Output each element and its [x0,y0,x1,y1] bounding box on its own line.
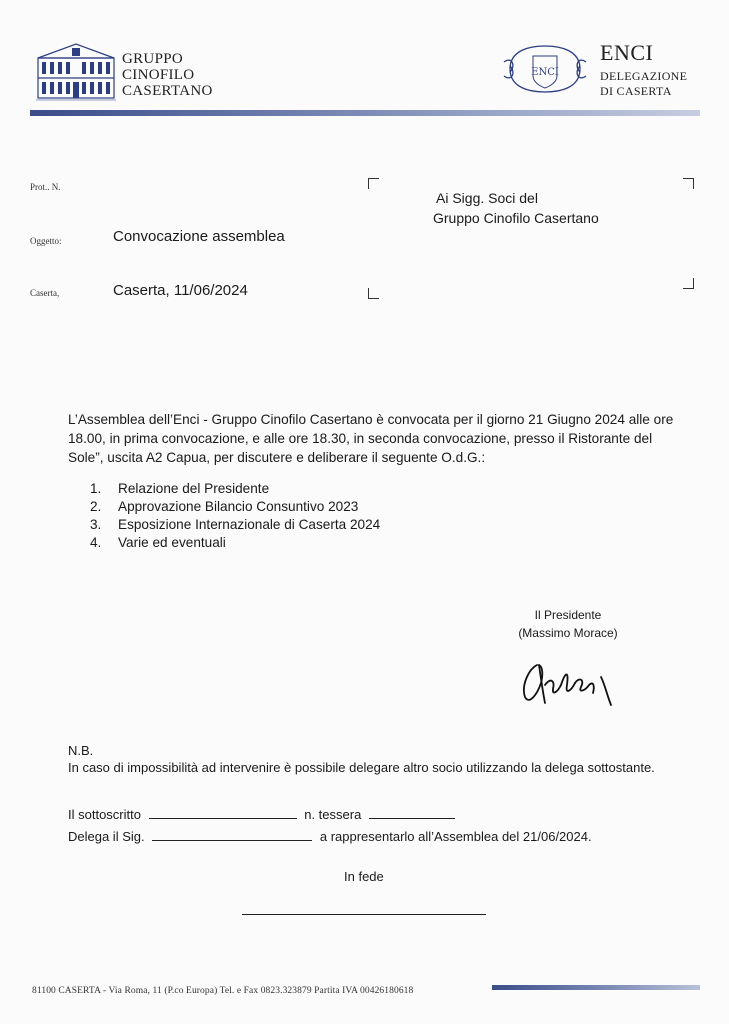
address-corner-bl [368,288,379,299]
sottoscritto-label: Il sottoscritto [68,807,141,822]
seal-text: ENCI [531,67,559,78]
delega-row [68,828,592,844]
header-divider-bar [30,110,700,116]
building-logo-icon [36,40,116,102]
address-corner-tr [683,178,694,189]
delega-label: Delega il Sig. [68,829,145,844]
address-corner-tl [368,178,379,189]
agenda-item-number: 1. [90,481,102,496]
oggetto-value: Convocazione assemblea [113,228,285,245]
sottoscritto-field[interactable] [149,806,297,819]
in-fede-label: In fede [344,869,384,884]
agenda-item-text: Relazione del Presidente [118,481,270,496]
signature-name: (Massimo Morace) [518,626,618,640]
signature-role: Il Presidente [534,608,602,622]
agenda-item-number: 2. [90,499,102,514]
footer-divider-bar [492,985,700,990]
org-title-right: ENCI [600,40,654,65]
enci-seal-icon [500,42,590,96]
delega-field[interactable] [152,828,312,841]
tessera-label: n. tessera [304,807,362,822]
agenda-list [90,480,380,552]
agenda-item-text: Varie ed eventuali [118,535,226,550]
footer-address: 81100 CASERTA - Via Roma, 11 (P.co Europa) Tel. e Fax 0823.323879 Partita IVA 00426180618 [32,986,414,996]
agenda-item [90,480,380,498]
org-subtitle-right [600,69,687,99]
address-corner-br [683,278,694,289]
signature-block [503,606,633,642]
org-right-sub-2: DI CASERTA [600,84,672,98]
nb-block [68,742,655,776]
agenda-item [90,498,380,516]
addressee-line-1: Ai Sigg. Soci del [436,190,538,206]
org-left-line-2: CINOFILO [122,67,195,83]
agenda-item-number: 3. [90,517,102,532]
signature-line[interactable] [242,914,486,915]
org-left-line-3: CASERTANO [122,83,213,99]
nb-label: N.B. [68,743,94,758]
handwritten-signature-icon [515,655,625,710]
convocation-paragraph: L’Assemblea dell’Enci - Gruppo Cinofilo Casertano è convocata per il giorno 21 Giugno 2024 alle ore 18.00, in prima convocazione, e alle ore 18.30, in seconda convocazione, presso il Ristorante del Sole”, uscita A2 Capua, per discutere e deliberare il seguente O.d.G.: [68,412,674,465]
agenda-item [90,516,380,534]
date-value: Caserta, 11/06/2024 [113,282,248,299]
agenda-item-text: Approvazione Bilancio Consuntivo 2023 [118,499,359,514]
tessera-field[interactable] [369,806,455,819]
oggetto-label: Oggetto: [30,236,62,246]
prot-label: Prot.. N. [30,182,61,192]
sottoscritto-row [68,806,455,822]
caserta-label: Caserta, [30,288,60,298]
agenda-item [90,534,380,552]
rappresentarlo-text: a rappresentarlo all’Assemblea del 21/06/2024. [319,829,592,844]
agenda-item-number: 4. [90,535,102,550]
org-left-line-1: GRUPPO [122,51,183,67]
addressee-line-2: Gruppo Cinofilo Casertano [433,210,599,226]
org-right-sub-1: DELEGAZIONE [600,69,688,83]
org-name-left [122,51,213,99]
nb-text: In caso di impossibilità ad intervenire è possibile delegare altro socio utilizzando la delega sottostante. [68,760,655,775]
addressee-block [433,188,599,228]
agenda-item-text: Esposizione Internazionale di Caserta 2024 [118,517,381,532]
